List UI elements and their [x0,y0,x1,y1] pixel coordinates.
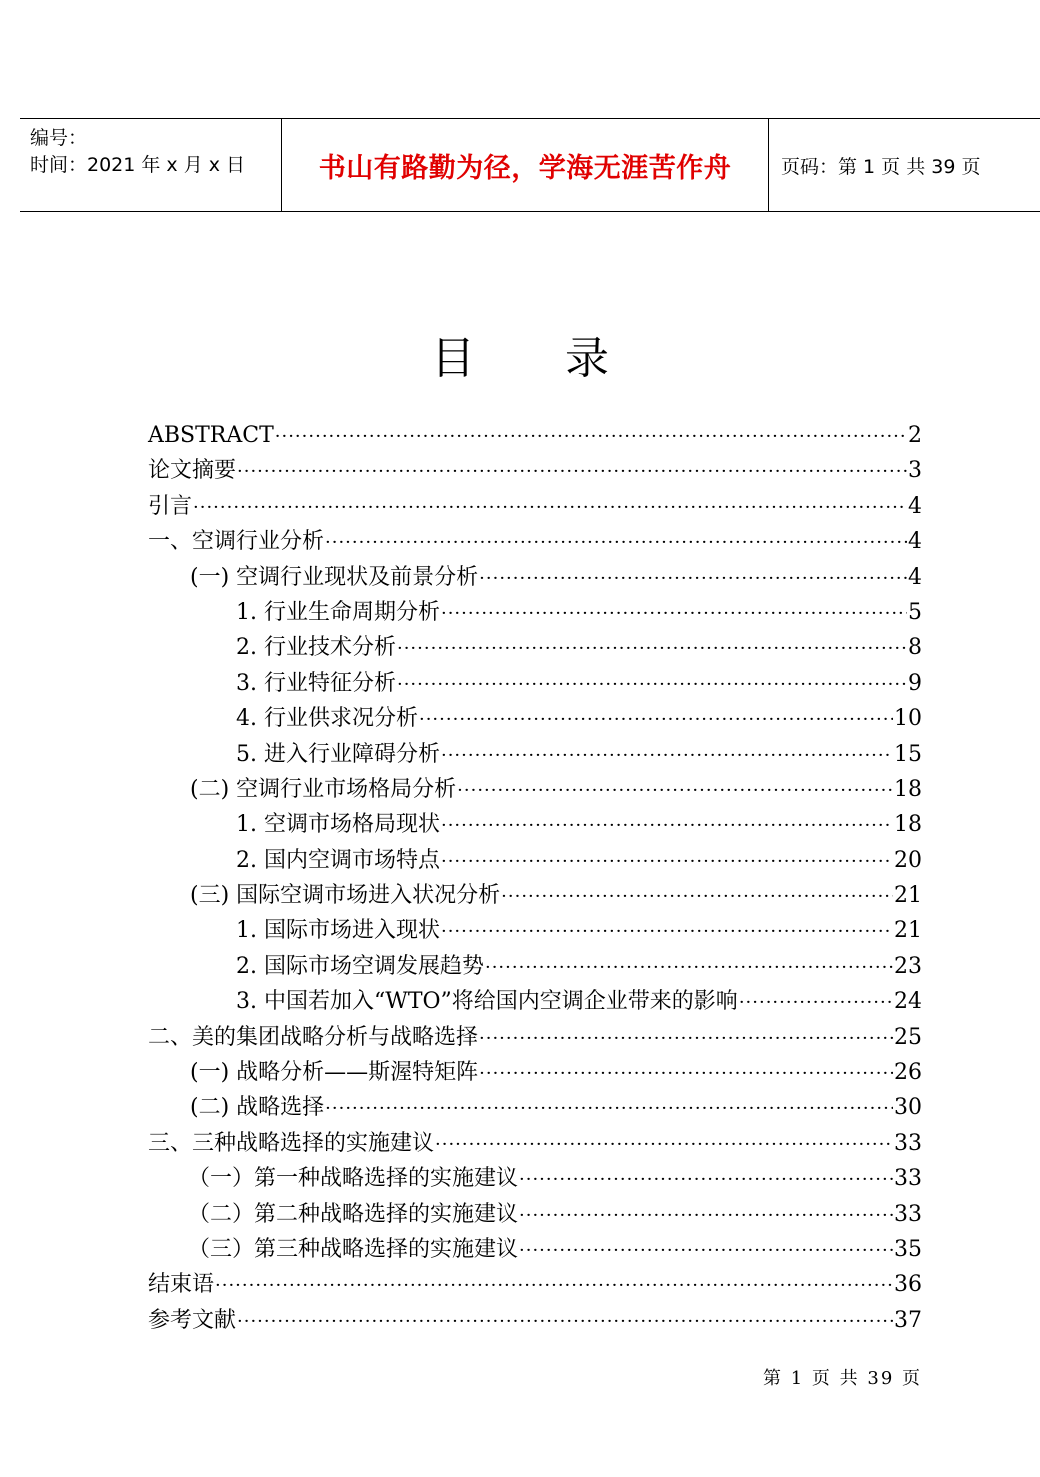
toc-leader-dots [237,1304,893,1339]
toc-leader-dots [435,1127,893,1162]
toc-entry-page: 18 [894,812,922,838]
toc-entry[interactable] [148,772,922,807]
toc-entry-page: 8 [908,635,922,661]
toc-entry-page: 18 [894,776,922,802]
header-motto-cell [282,119,769,211]
toc-entry[interactable] [148,630,922,665]
toc-entry-title: 2. 国内空调市场特点 [236,847,440,873]
toc-leader-dots [519,1198,893,1233]
toc-leader-dots [419,702,893,737]
toc-entry[interactable] [148,453,922,488]
toc-entry-title: 一、空调行业分析 [148,529,325,555]
toc-entry-title: 4. 行业供求况分析 [236,706,418,732]
toc-entry[interactable] [148,737,922,772]
number-label: 编号： [30,127,88,149]
toc-entry[interactable] [148,878,922,913]
toc-entry-page: 37 [894,1307,922,1333]
motto-text: 书山有路勤为径，学海无涯苦作舟 [318,152,732,184]
toc-entry[interactable] [148,1020,922,1055]
toc-entry[interactable] [148,807,922,842]
toc-entry-page: 36 [894,1272,922,1298]
toc-leader-dots [193,490,907,525]
toc-entry-page: 4 [908,529,922,555]
toc-entry-title: 2. 行业技术分析 [236,635,396,661]
toc-entry-title: (三) 国际空调市场进入状况分析 [190,883,501,909]
toc-entry-title: 结束语 [148,1272,215,1298]
toc-entry-page: 3 [908,458,922,484]
toc-leader-dots [215,1268,893,1303]
toc-leader-dots [237,454,907,489]
toc-entry-page: 5 [908,599,922,625]
toc-entry-title: (一) 空调行业现状及前景分析 [190,564,479,590]
title-char-2: 录 [565,333,609,384]
toc-entry[interactable] [148,666,922,701]
toc-entry-page: 4 [908,493,922,519]
toc-entry-page: 10 [894,706,922,732]
toc-entry-title: （一）第一种战略选择的实施建议 [188,1166,519,1192]
toc-entry[interactable] [148,1090,922,1125]
toc-entry-title: ABSTRACT [148,423,274,448]
toc-entry-page: 26 [894,1060,922,1086]
toc-entry[interactable] [148,1232,922,1267]
toc-entry-title: （二）第二种战略选择的实施建议 [188,1201,519,1227]
toc-entry-page: 33 [894,1201,922,1227]
toc-leader-dots [739,985,893,1020]
page-footer: 第 1 页 共 39 页 [763,1368,922,1389]
toc-entry[interactable] [148,701,922,736]
toc-entry[interactable] [148,984,922,1019]
toc-leader-dots [479,561,907,596]
toc-leader-dots [441,914,893,949]
toc-entry[interactable] [148,524,922,559]
toc-entry[interactable] [148,1055,922,1090]
toc-entry-page: 9 [908,670,922,696]
toc-entry-title: (二) 战略选择 [190,1095,325,1121]
toc-entry[interactable] [148,1303,922,1338]
toc-leader-dots [325,1091,893,1126]
toc-entry-page: 15 [894,741,922,767]
page-title [0,322,1040,386]
toc-leader-dots [519,1233,893,1268]
toc-leader-dots [479,1021,893,1056]
toc-entry-title: 三、三种战略选择的实施建议 [148,1130,435,1156]
toc-entry-page: 24 [894,989,922,1015]
toc-entry-title: 参考文献 [148,1307,237,1333]
toc-entry-page: 2 [908,423,922,448]
toc-entry[interactable] [148,560,922,595]
toc-entry-title: 1. 国际市场进入现状 [236,918,440,944]
toc-entry-title: 5. 进入行业障碍分析 [236,741,440,767]
toc-entry-title: 1. 行业生命周期分析 [236,599,440,625]
toc-entry-title: 3. 中国若加入“WTO”将给国内空调企业带来的影响 [236,989,738,1015]
toc-entry-title: （三）第三种战略选择的实施建议 [188,1236,519,1262]
toc-entry-page: 30 [894,1095,922,1121]
toc-leader-dots [397,667,907,702]
toc-entry-title: 1. 空调市场格局现状 [236,812,440,838]
toc-entry[interactable] [148,418,922,453]
toc-leader-dots [519,1162,893,1197]
toc-entry-page: 35 [894,1236,922,1262]
toc-entry-title: 3. 行业特征分析 [236,670,396,696]
toc-entry-title: 引言 [148,493,193,519]
toc-entry[interactable] [148,1197,922,1232]
table-of-contents [148,418,922,1338]
toc-entry-page: 21 [894,918,922,944]
toc-leader-dots [457,773,893,808]
toc-entry[interactable] [148,1126,922,1161]
header-meta-cell [20,119,282,211]
toc-entry-page: 23 [894,953,922,979]
toc-leader-dots [275,419,907,454]
toc-entry-title: (二) 空调行业市场格局分析 [190,776,457,802]
toc-entry-title: 二、美的集团战略分析与战略选择 [148,1024,479,1050]
page-info: 页码：第 1 页 共 39 页 [781,155,981,178]
toc-entry[interactable] [148,843,922,878]
toc-entry-page: 20 [894,847,922,873]
toc-entry-title: 论文摘要 [148,458,237,484]
toc-leader-dots [485,950,893,985]
toc-entry-page: 25 [894,1024,922,1050]
toc-entry-page: 21 [894,883,922,909]
toc-entry[interactable] [148,913,922,948]
toc-leader-dots [501,879,893,914]
toc-leader-dots [441,844,893,879]
toc-leader-dots [441,738,893,773]
toc-entry[interactable] [148,1161,922,1196]
toc-leader-dots [479,1056,893,1091]
toc-leader-dots [441,808,893,843]
toc-leader-dots [325,525,907,560]
header-page-cell [769,119,1040,211]
toc-leader-dots [441,596,907,631]
toc-entry[interactable] [148,949,922,984]
toc-entry[interactable] [148,1267,922,1302]
toc-entry-title: (一) 战略分析——斯渥特矩阵 [190,1060,479,1086]
title-char-1: 目 [431,333,475,384]
toc-entry[interactable] [148,595,922,630]
toc-entry[interactable] [148,489,922,524]
toc-leader-dots [397,631,907,666]
time-label: 时间：2021 年 x 月 x 日 [30,154,246,176]
toc-entry-title: 2. 国际市场空调发展趋势 [236,953,484,979]
toc-entry-page: 4 [908,564,922,590]
toc-entry-page: 33 [894,1166,922,1192]
header-table [20,118,1040,212]
toc-entry-page: 33 [894,1130,922,1156]
